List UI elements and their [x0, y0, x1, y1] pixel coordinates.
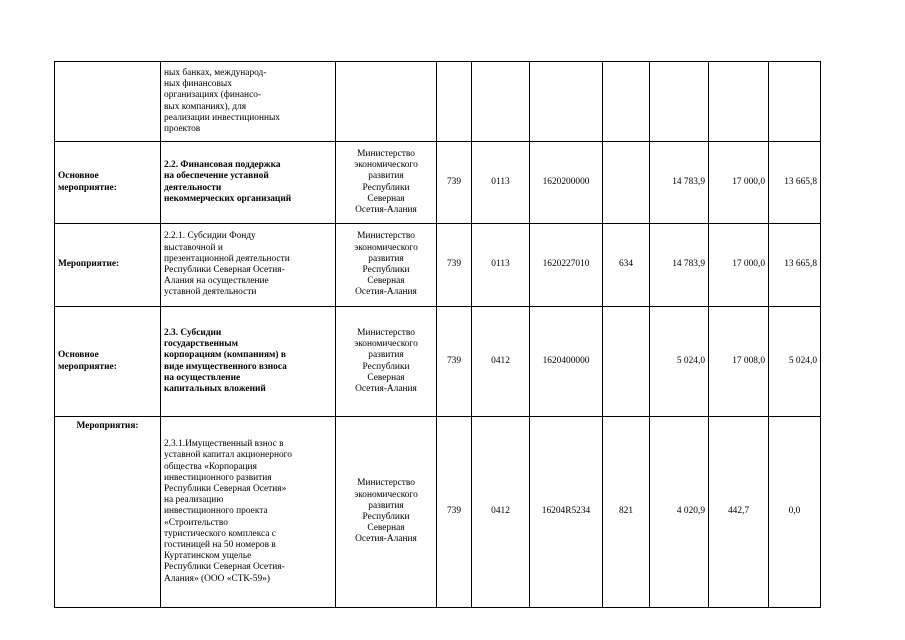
type-line: мероприятие:: [58, 182, 117, 193]
amount-year2-cell: 442,7: [709, 417, 769, 608]
executor-line: Республики: [362, 182, 410, 193]
grbs-cell: 739: [437, 224, 472, 307]
target-article-cell: 1620400000: [530, 307, 603, 417]
executor-line: экономического: [354, 160, 418, 171]
name-line: уставной капитал акционерного: [164, 450, 292, 461]
name-line: инвестиционного проекта: [164, 506, 268, 517]
type-line: мероприятие:: [58, 361, 117, 372]
amount-year2-cell: 17 008,0: [709, 307, 769, 417]
table-row: [55, 62, 821, 142]
executor-line: Северная: [367, 523, 405, 534]
expense-type-cell: [603, 62, 650, 142]
activity-name-cell: [161, 417, 336, 608]
amount-year3-cell: 5 024,0: [769, 307, 821, 417]
executor-line: развития: [368, 350, 404, 361]
target-article-cell: [530, 62, 603, 142]
activity-name-cell: [161, 307, 336, 417]
expense-type-cell: 634: [603, 224, 650, 307]
name-line: туристического комплекса с: [164, 528, 276, 539]
amount-year1-cell: 5 024,0: [650, 307, 709, 417]
executor-cell: [336, 417, 437, 608]
executor-cell: [336, 142, 437, 224]
executor-line: экономического: [354, 489, 418, 500]
name-line: виде имущественного взноса: [164, 361, 287, 372]
section-cell: 0412: [472, 307, 530, 417]
name-line: уставной деятельности: [164, 287, 257, 298]
name-line: корпорациям (компаниям) в: [164, 350, 286, 361]
executor-line: развития: [368, 171, 404, 182]
name-line: ных банках, международ-: [164, 67, 267, 78]
activity-type-cell: [55, 62, 161, 142]
name-line: вых компаниях), для: [164, 101, 247, 112]
name-line: 2.3.1.Имущественный взнос в: [164, 439, 284, 450]
name-line: «Строительство: [164, 517, 228, 528]
amount-year1-cell: [650, 62, 709, 142]
name-line: Куртатинском ущелье: [164, 551, 252, 562]
table-row: [55, 142, 821, 224]
budget-table: [54, 61, 821, 608]
name-line: капитальных вложений: [164, 383, 266, 394]
amount-year2-cell: [709, 62, 769, 142]
name-line: 2.2. Финансовая поддержка: [164, 160, 281, 171]
executor-line: Северная: [367, 372, 405, 383]
table-row: [55, 307, 821, 417]
executor-line: Осетия-Алания: [355, 287, 417, 298]
activity-type-cell: [55, 307, 161, 417]
name-line: проектов: [164, 123, 201, 134]
section-cell: 0412: [472, 417, 530, 608]
name-line: 2.2.1. Субсидии Фонду: [164, 231, 256, 242]
amount-year1-cell: 14 783,9: [650, 142, 709, 224]
executor-line: Министерство: [357, 478, 415, 489]
expense-type-cell: [603, 142, 650, 224]
grbs-cell: 739: [437, 417, 472, 608]
section-cell: 0113: [472, 142, 530, 224]
name-line: Алания» (ООО «СТК-59»): [164, 573, 270, 584]
executor-line: Осетия-Алания: [355, 204, 417, 215]
executor-line: развития: [368, 253, 404, 264]
name-line: реализации инвестиционных: [164, 112, 280, 123]
activity-type-cell: [55, 417, 161, 608]
executor-line: Осетия-Алания: [355, 534, 417, 545]
executor-line: развития: [368, 500, 404, 511]
name-line: некоммерческих организаций: [164, 193, 292, 204]
amount-year1-cell: 4 020,9: [650, 417, 709, 608]
name-line: Республики Северная Осетия-: [164, 265, 285, 275]
executor-line: Министерство: [357, 231, 415, 242]
name-line: гостиницей на 50 номеров в: [164, 540, 276, 550]
name-line: Республики Северная Осетия»: [164, 483, 287, 494]
name-line: на реализацию: [164, 495, 224, 506]
activity-type-cell: [55, 224, 161, 307]
executor-line: Республики: [362, 361, 410, 372]
executor-cell: [336, 307, 437, 417]
amount-year2-cell: 17 000,0: [709, 224, 769, 307]
name-line: инвестиционного развития: [164, 472, 272, 483]
executor-line: Северная: [367, 276, 405, 287]
table-row: [55, 417, 821, 608]
executor-line: Северная: [367, 193, 405, 204]
executor-line: экономического: [354, 242, 418, 253]
name-line: на осуществление: [164, 372, 241, 383]
executor-cell: [336, 62, 437, 142]
grbs-cell: 739: [437, 142, 472, 224]
type-line: Основное: [58, 350, 99, 361]
executor-cell: [336, 224, 437, 307]
section-cell: [472, 62, 530, 142]
amount-year3-cell: 13 665,8: [769, 224, 821, 307]
name-line: на обеспечение уставной: [164, 171, 269, 182]
amount-year3-cell: 13 665,8: [769, 142, 821, 224]
name-line: презентационной деятельности: [164, 253, 290, 264]
grbs-cell: [437, 62, 472, 142]
executor-line: Осетия-Алания: [355, 383, 417, 394]
amount-year1-cell: 14 783,9: [650, 224, 709, 307]
target-article-cell: 1620200000: [530, 142, 603, 224]
amount-year3-cell: 0,0: [769, 417, 821, 608]
name-line: Республики Северная Осетия-: [164, 562, 285, 573]
executor-line: Республики: [362, 512, 410, 522]
name-line: выставочной и: [164, 242, 223, 253]
amount-year2-cell: 17 000,0: [709, 142, 769, 224]
name-line: государственным: [164, 339, 238, 350]
expense-type-cell: 821: [603, 417, 650, 608]
name-line: организациях (финансо-: [164, 90, 262, 101]
name-line: 2.3. Субсидии: [164, 327, 222, 338]
type-line: Мероприятие:: [58, 259, 120, 270]
target-article-cell: 16204R5234: [530, 417, 603, 608]
grbs-cell: 739: [437, 307, 472, 417]
amount-year3-cell: [769, 62, 821, 142]
name-line: деятельности: [164, 182, 222, 193]
type-line: Основное: [58, 171, 99, 182]
activity-name-cell: [161, 62, 336, 142]
name-line: Алания на осуществление: [164, 276, 269, 287]
activity-name-cell: [161, 142, 336, 224]
activity-type-cell: [55, 142, 161, 224]
type-line: Мероприятия:: [76, 421, 139, 431]
activity-name-cell: [161, 224, 336, 307]
name-line: ных финансовых: [164, 79, 232, 90]
expense-type-cell: [603, 307, 650, 417]
executor-line: экономического: [354, 339, 418, 350]
target-article-cell: 1620227010: [530, 224, 603, 307]
table-row: [55, 224, 821, 307]
executor-line: Министерство: [357, 327, 415, 338]
name-line: общества «Корпорация: [164, 461, 257, 472]
section-cell: 0113: [472, 224, 530, 307]
executor-line: Республики: [362, 265, 410, 275]
executor-line: Министерство: [357, 148, 415, 159]
